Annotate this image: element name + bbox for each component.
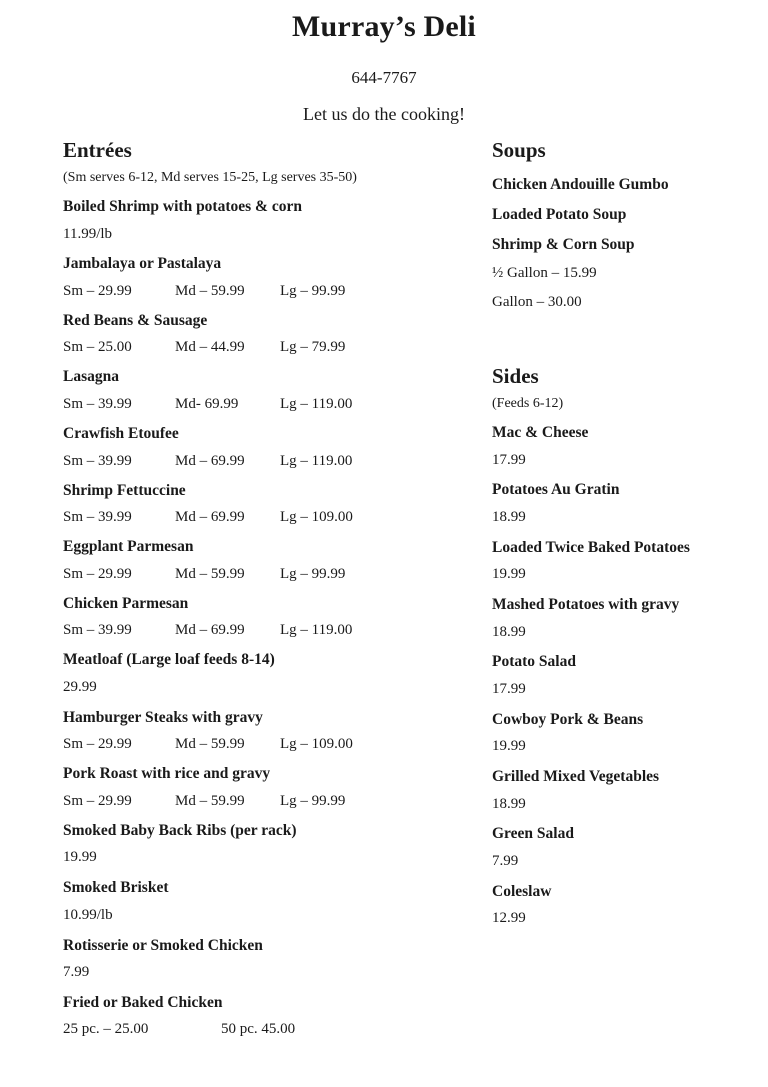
item-name: Shrimp Fettuccine xyxy=(63,481,186,499)
menu-item xyxy=(63,250,463,305)
price-small: Sm – 29.99 xyxy=(63,792,132,809)
price-large: Lg – 119.00 xyxy=(280,622,353,639)
item-price: 19.99 xyxy=(492,738,526,755)
section-heading-entrees: Entrées xyxy=(63,138,132,162)
item-price: 17.99 xyxy=(492,451,526,468)
menu-item xyxy=(492,878,754,933)
menu-item xyxy=(492,706,754,761)
soup-name: Chicken Andouille Gumbo xyxy=(492,176,669,194)
item-name: Smoked Baby Back Ribs (per rack) xyxy=(63,821,297,839)
price-small: Sm – 39.99 xyxy=(63,452,132,469)
entrees-column xyxy=(63,138,463,1045)
price-medium: Md – 69.99 xyxy=(175,452,245,469)
item-name: Pork Roast with rice and gravy xyxy=(63,765,271,783)
menu-item xyxy=(63,932,463,987)
phone-number: 644-7767 xyxy=(351,67,417,87)
menu-item xyxy=(492,419,754,474)
item-price-row xyxy=(63,334,463,361)
item-price-row xyxy=(63,504,463,531)
soup-name: Loaded Potato Soup xyxy=(492,205,627,223)
menu-item xyxy=(63,533,463,588)
price-medium: Md – 59.99 xyxy=(175,282,245,299)
menu-item xyxy=(63,420,463,475)
item-name: Smoked Brisket xyxy=(63,879,169,897)
menu-item xyxy=(63,590,463,645)
price-small: Sm – 39.99 xyxy=(63,622,132,639)
item-price-row xyxy=(63,617,463,644)
item-name: Boiled Shrimp with potatoes & corn xyxy=(63,197,302,215)
item-price-row xyxy=(63,561,463,588)
item-price: 10.99/lb xyxy=(63,906,113,923)
item-name: Cowboy Pork & Beans xyxy=(492,710,644,728)
menu-item xyxy=(63,307,463,362)
price-medium: Md – 59.99 xyxy=(175,565,245,582)
item-price: 18.99 xyxy=(492,623,526,640)
price-large: Lg – 109.00 xyxy=(280,736,353,753)
item-name: Rotisserie or Smoked Chicken xyxy=(63,936,263,954)
item-price-row xyxy=(63,1016,463,1043)
item-name: Potatoes Au Gratin xyxy=(492,481,620,499)
sides-serving-note: (Feeds 6-12) xyxy=(492,396,564,412)
menu-item xyxy=(63,760,463,815)
item-price: 7.99 xyxy=(492,852,519,869)
item-name: Mashed Potatoes with gravy xyxy=(492,596,680,613)
price-large: Lg – 99.99 xyxy=(280,565,346,582)
item-name: Red Beans & Sausage xyxy=(63,311,208,329)
price-large: Lg – 109.00 xyxy=(280,509,353,526)
soups-sides-column xyxy=(492,138,754,935)
price-50-piece: 50 pc. 45.00 xyxy=(221,1021,296,1038)
menu-item xyxy=(492,648,754,703)
price-large: Lg – 99.99 xyxy=(280,282,346,299)
item-price-row xyxy=(63,448,463,475)
tagline: Let us do the cooking! xyxy=(303,103,465,124)
price-small: Sm – 39.99 xyxy=(63,396,132,413)
item-name: Crawfish Etoufee xyxy=(63,425,179,443)
item-name: Lasagna xyxy=(63,368,119,386)
item-name: Hamburger Steaks with gravy xyxy=(63,708,263,726)
price-small: Sm – 25.00 xyxy=(63,339,132,356)
item-price: 18.99 xyxy=(492,795,526,812)
item-name: Chicken Parmesan xyxy=(63,594,189,612)
item-name: Loaded Twice Baked Potatoes xyxy=(492,538,690,556)
price-large: Lg – 119.00 xyxy=(280,396,353,413)
menu-item xyxy=(63,646,463,701)
menu-item xyxy=(492,476,754,531)
item-name: Jambalaya or Pastalaya xyxy=(63,255,222,273)
item-price-row xyxy=(63,391,463,418)
price-small: Sm – 39.99 xyxy=(63,509,132,526)
item-price: 18.99 xyxy=(492,508,526,525)
item-price: 19.99 xyxy=(63,849,97,866)
item-name: Meatloaf (Large loaf feeds 8-14) xyxy=(63,651,275,669)
menu-item xyxy=(63,193,463,248)
price-medium: Md – 59.99 xyxy=(175,792,245,809)
soup-name: Shrimp & Corn Soup xyxy=(492,235,635,253)
entrees-serving-note: (Sm serves 6-12, Md serves 15-25, Lg serves 35-50) xyxy=(63,170,357,186)
menu-item xyxy=(63,704,463,759)
price-large: Lg – 79.99 xyxy=(280,339,346,356)
price-small: Sm – 29.99 xyxy=(63,282,132,299)
menu-item xyxy=(63,989,463,1044)
soup-price-half-gallon: ½ Gallon – 15.99 xyxy=(492,265,597,282)
item-name: Green Salad xyxy=(492,825,574,843)
item-name: Mac & Cheese xyxy=(492,424,589,442)
item-name: Eggplant Parmesan xyxy=(63,538,194,556)
item-price-row xyxy=(63,731,463,758)
item-price: 11.99/lb xyxy=(63,225,113,242)
menu-header xyxy=(0,0,768,125)
price-small: Sm – 29.99 xyxy=(63,565,132,582)
menu-item xyxy=(492,820,754,875)
price-large: Lg – 99.99 xyxy=(280,792,346,809)
price-medium: Md- 69.99 xyxy=(175,396,239,413)
item-name: Coleslaw xyxy=(492,882,552,900)
item-name: Fried or Baked Chicken xyxy=(63,993,223,1011)
item-price-row xyxy=(63,278,463,305)
menu-item xyxy=(63,477,463,532)
price-25-piece: 25 pc. – 25.00 xyxy=(63,1021,149,1038)
item-price: 17.99 xyxy=(492,680,526,697)
item-name: Grilled Mixed Vegetables xyxy=(492,767,660,785)
item-price: 29.99 xyxy=(63,678,97,695)
page-title: Murray’s Deli xyxy=(292,10,476,43)
menu-item xyxy=(492,591,754,646)
item-price: 7.99 xyxy=(63,964,90,981)
price-large: Lg – 119.00 xyxy=(280,452,353,469)
menu-item xyxy=(63,363,463,418)
item-name: Potato Salad xyxy=(492,653,576,671)
section-divider xyxy=(492,317,754,364)
menu-item xyxy=(63,817,463,872)
soup-price-gallon: Gallon – 30.00 xyxy=(492,294,582,311)
item-price: 12.99 xyxy=(492,910,526,927)
section-heading-soups: Soups xyxy=(492,138,546,162)
item-price: 19.99 xyxy=(492,566,526,583)
menu-item xyxy=(492,763,754,818)
price-medium: Md – 59.99 xyxy=(175,736,245,753)
price-medium: Md – 69.99 xyxy=(175,509,245,526)
menu-item xyxy=(63,874,463,929)
price-medium: Md – 69.99 xyxy=(175,622,245,639)
price-medium: Md – 44.99 xyxy=(175,339,245,356)
price-small: Sm – 29.99 xyxy=(63,736,132,753)
section-heading-sides: Sides xyxy=(492,364,539,389)
menu-item xyxy=(492,534,754,589)
item-price-row xyxy=(63,788,463,815)
